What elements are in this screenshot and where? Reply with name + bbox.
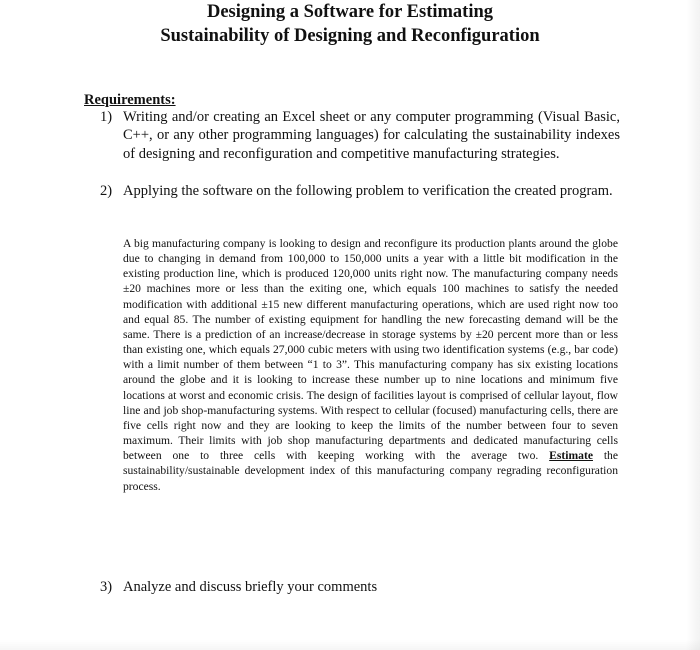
- requirement-item-2: [100, 182, 620, 200]
- page-edge-shadow: [686, 0, 700, 650]
- requirement-text: Writing and/or creating an Excel sheet or any computer programming (Visual Basic, C++, or any other programming languages) for calculating the sustainability indexes of designing and reconfiguration and competitive manufacturing strategies.: [123, 109, 620, 162]
- requirement-number: 2): [100, 183, 113, 199]
- requirement-text: Analyze and discuss briefly your comments: [123, 579, 378, 595]
- title-line-2: Sustainability of Designing and Reconfiguration: [160, 26, 540, 46]
- requirement-number: 1): [100, 109, 113, 125]
- requirement-text: Applying the software on the following problem to verification the created program.: [123, 183, 613, 199]
- title-line-1: Designing a Software for Estimating: [206, 2, 494, 22]
- problem-tail: the sustainability/sustainable development index of this manufacturing company regrading reconfiguration process.: [123, 449, 618, 493]
- problem-statement: [123, 236, 618, 494]
- requirement-item-3: [100, 578, 620, 596]
- estimate-keyword: Estimate: [549, 449, 593, 463]
- requirement-item-1: [100, 108, 620, 163]
- problem-body: A big manufacturing company is looking to design and reconfigure its production plants around the globe due to changing in demand from 100,000 to 150,000 units a year with a little bit modification in the existing production line, which is produced 120,000 units right now. The manufacturing company needs ±20 machines more or less than the exiting one, which equals 100 machines to satisfy the needed modification with additional ±15 new different manufacturing operations, which are used right now too and equal 85. The number of existing equipment for handling the new forecasting demand will be the same. There is a prediction of an increase/decrease in storage systems by ±20 percent more than or less than existing one, which equals 27,000 cubic meters with using two identification systems (e.g., bar code) with a limit number of them between “1 to 3”. This manufacturing company has six existing locations around the globe and it is looking to increase these number up to nine locations and minimum five locations at worst and economic crisis. The design of facilities layout is comprised of cellular layout, flow line and job shop-manufacturing systems. With respect to cellular (focused) manufacturing cells, there are five cells right now and they are looking to keep the limits of the number between four to seven maximum. Their limits with job shop manufacturing departments and dedicated manufacturing cells between one to three cells with keeping working with the average two.: [123, 237, 618, 463]
- requirements-heading: Requirements:: [84, 92, 176, 108]
- page-bottom-shadow: [0, 640, 700, 650]
- requirement-number: 3): [100, 579, 113, 595]
- page-title: [60, 0, 640, 48]
